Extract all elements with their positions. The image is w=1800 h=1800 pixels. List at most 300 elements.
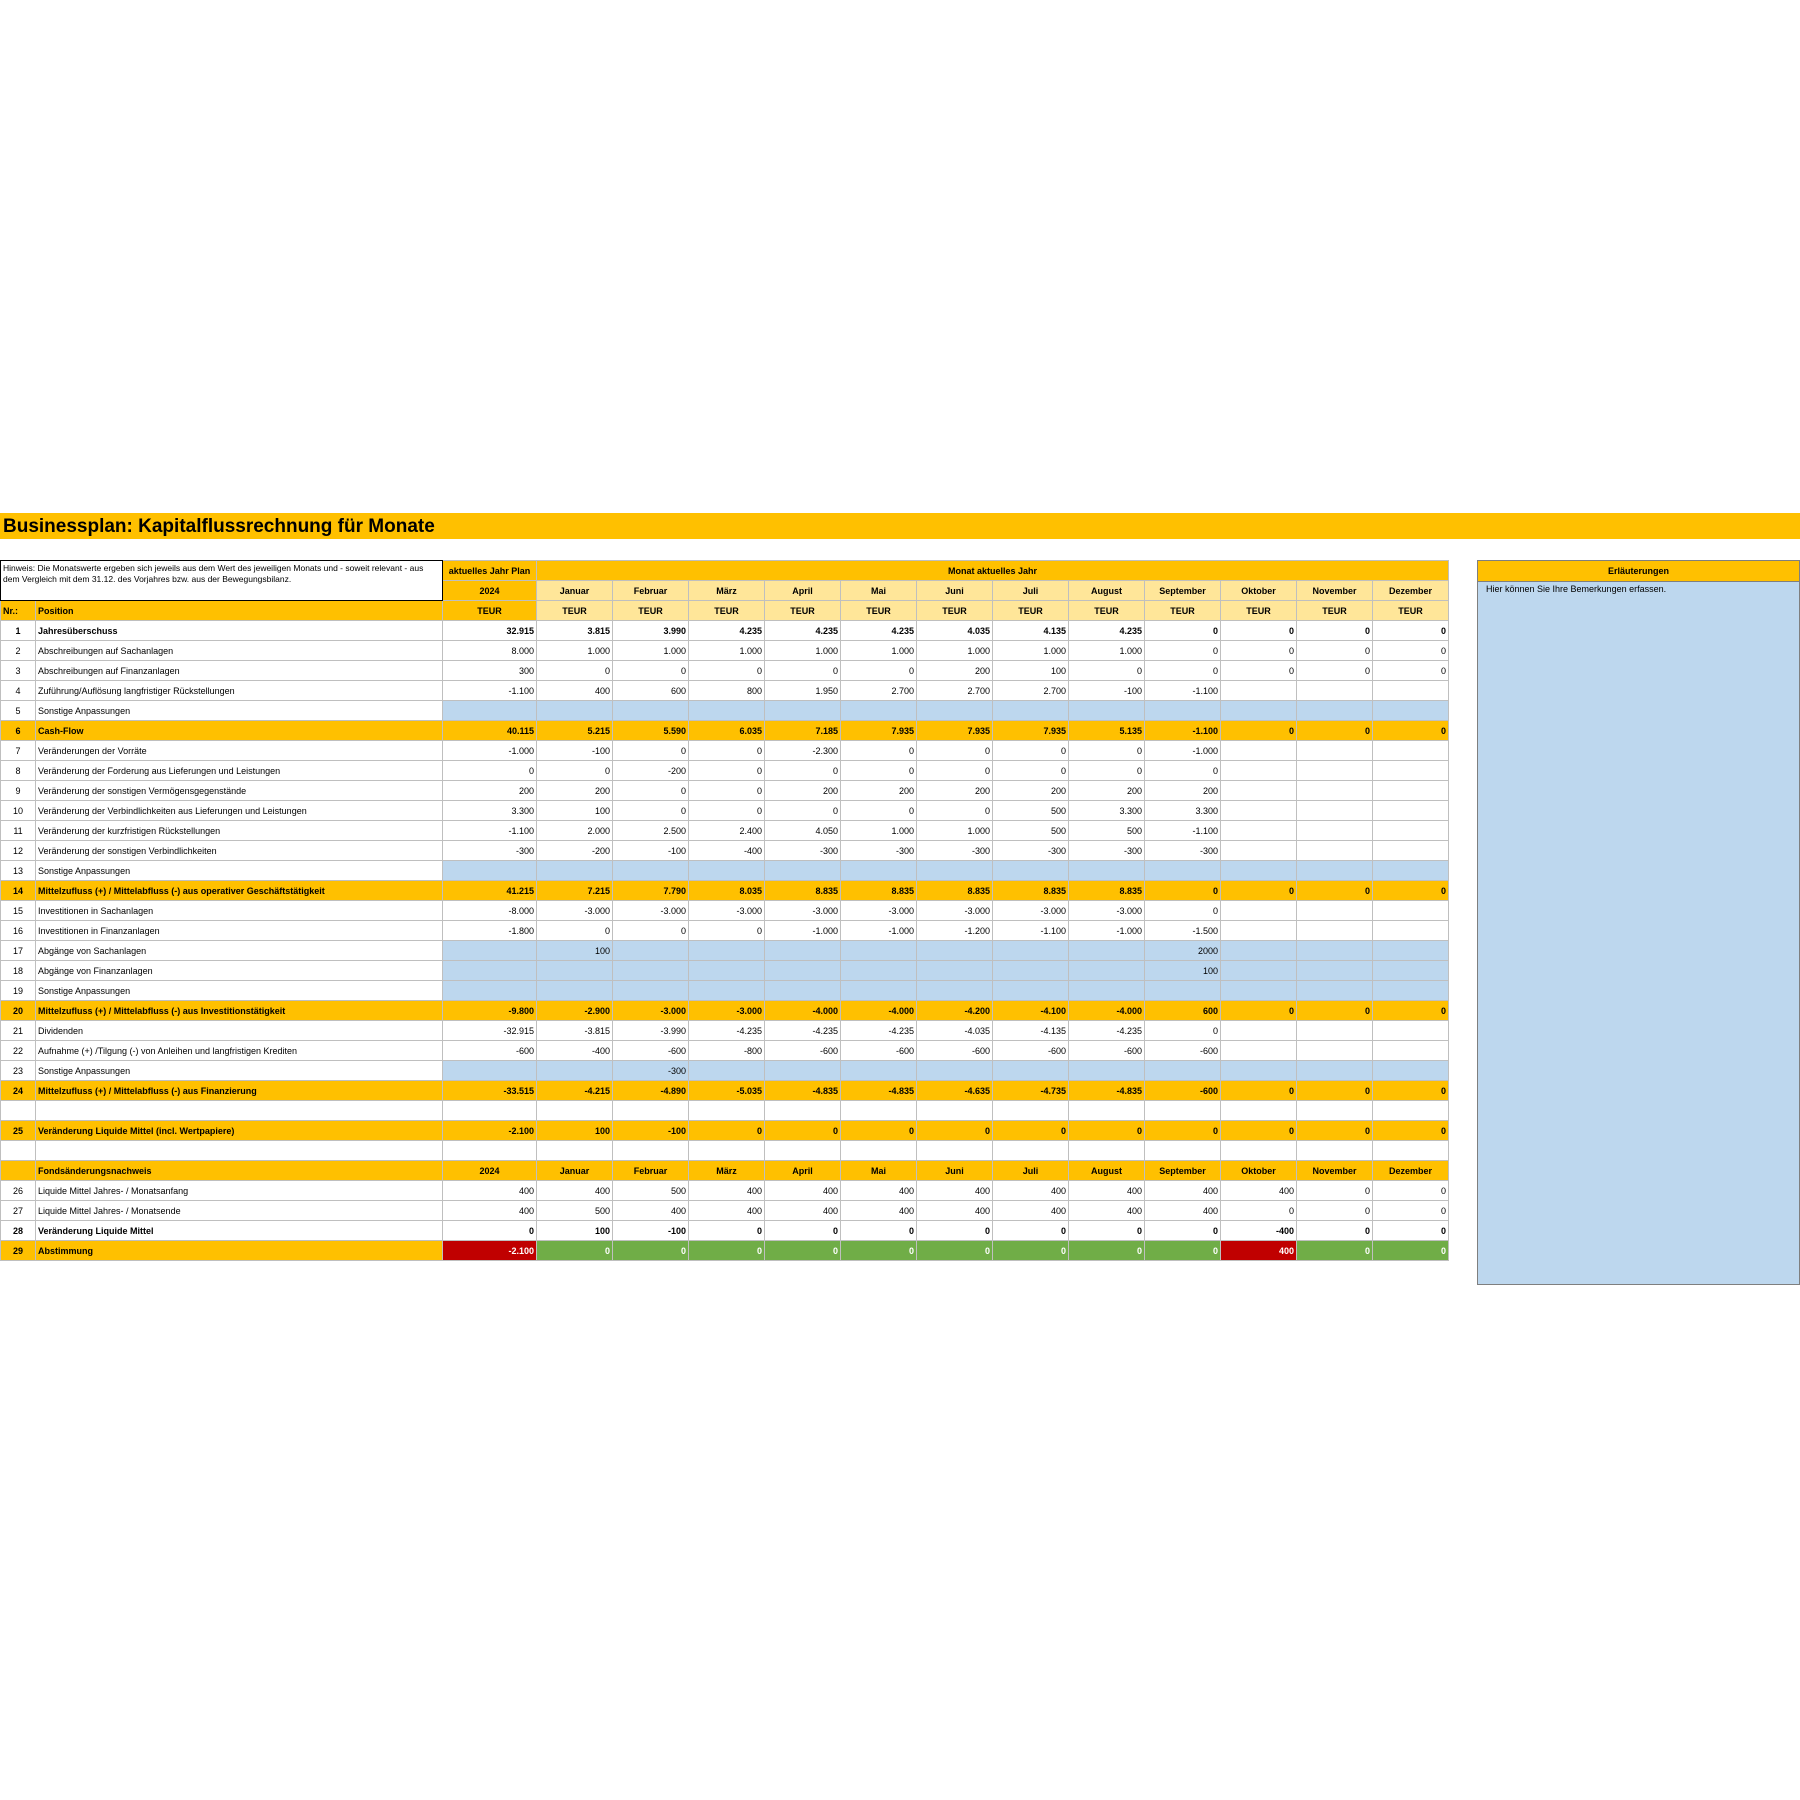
month-value-cell bbox=[1297, 901, 1373, 921]
month-value-cell: 8.835 bbox=[765, 881, 841, 901]
fonds-month-header: Februar bbox=[613, 1161, 689, 1181]
plan-value-cell: 40.115 bbox=[443, 721, 537, 741]
fonds-month-header: Juni bbox=[917, 1161, 993, 1181]
month-value-cell: -3.000 bbox=[917, 901, 993, 921]
month-value-cell: 200 bbox=[765, 781, 841, 801]
month-value-cell: 0 bbox=[1297, 721, 1373, 741]
month-value-cell[interactable] bbox=[917, 1061, 993, 1081]
row-number: 3 bbox=[1, 661, 36, 681]
notes-text[interactable]: Hier können Sie Ihre Bemerkungen erfassen. bbox=[1486, 584, 1667, 594]
month-value-cell: -4.100 bbox=[993, 1001, 1069, 1021]
month-value-cell[interactable] bbox=[689, 981, 765, 1001]
table-row bbox=[1, 1181, 1449, 1201]
month-value-cell[interactable] bbox=[765, 861, 841, 881]
plan-value-cell bbox=[443, 1141, 537, 1161]
month-value-cell: -600 bbox=[613, 1041, 689, 1061]
month-value-cell: -3.000 bbox=[1069, 901, 1145, 921]
plan-value-cell[interactable] bbox=[443, 941, 537, 961]
month-value-cell[interactable] bbox=[689, 701, 765, 721]
month-value-cell[interactable]: -300 bbox=[613, 1061, 689, 1081]
row-label: Mittelzufluss (+) / Mittelabfluss (-) aus Investitionstätigkeit bbox=[36, 1001, 443, 1021]
month-value-cell: 0 bbox=[1069, 661, 1145, 681]
month-value-cell bbox=[1297, 1041, 1373, 1061]
month-value-cell: 8.035 bbox=[689, 881, 765, 901]
month-value-cell bbox=[1145, 1101, 1221, 1121]
month-value-cell: 0 bbox=[765, 761, 841, 781]
plan-value-cell: 3.300 bbox=[443, 801, 537, 821]
month-value-cell: -1.100 bbox=[1145, 681, 1221, 701]
row-number: 26 bbox=[1, 1181, 36, 1201]
month-value-cell: 0 bbox=[1297, 881, 1373, 901]
month-value-cell[interactable] bbox=[1145, 1061, 1221, 1081]
row-label bbox=[36, 1101, 443, 1121]
month-value-cell: 1.000 bbox=[917, 641, 993, 661]
month-value-cell[interactable] bbox=[841, 1061, 917, 1081]
month-value-cell bbox=[1373, 741, 1449, 761]
month-value-cell: 4.235 bbox=[765, 621, 841, 641]
month-value-cell: -3.000 bbox=[841, 901, 917, 921]
month-value-cell[interactable] bbox=[1145, 981, 1221, 1001]
month-value-cell[interactable] bbox=[1297, 701, 1373, 721]
month-value-cell: 0 bbox=[689, 1241, 765, 1261]
month-value-cell[interactable] bbox=[917, 861, 993, 881]
month-value-cell: 3.990 bbox=[613, 621, 689, 641]
month-value-cell[interactable] bbox=[1069, 961, 1145, 981]
header-row-1 bbox=[1, 561, 1449, 581]
month-value-cell[interactable] bbox=[1373, 981, 1449, 1001]
month-value-cell: 7.935 bbox=[993, 721, 1069, 741]
month-value-cell: -600 bbox=[1145, 1081, 1221, 1101]
month-value-cell: 0 bbox=[1069, 741, 1145, 761]
month-value-cell bbox=[1373, 841, 1449, 861]
row-label: Cash-Flow bbox=[36, 721, 443, 741]
month-value-cell[interactable] bbox=[537, 861, 613, 881]
month-header-3: März bbox=[689, 581, 765, 601]
month-value-cell: 400 bbox=[1221, 1181, 1297, 1201]
month-value-cell[interactable] bbox=[1069, 941, 1145, 961]
plan-value-cell: -8.000 bbox=[443, 901, 537, 921]
month-value-cell: 200 bbox=[993, 781, 1069, 801]
row-label: Abstimmung bbox=[36, 1241, 443, 1261]
table-row bbox=[1, 781, 1449, 801]
plan-value-cell[interactable] bbox=[443, 961, 537, 981]
month-value-cell: 0 bbox=[1297, 661, 1373, 681]
month-value-cell[interactable] bbox=[537, 981, 613, 1001]
sheet-title: Businessplan: Kapitalflussrechnung für Monate bbox=[3, 516, 435, 537]
plan-value-cell: 0 bbox=[443, 761, 537, 781]
month-value-cell: 0 bbox=[1221, 881, 1297, 901]
month-value-cell: 600 bbox=[1145, 1001, 1221, 1021]
month-value-cell bbox=[689, 1101, 765, 1121]
row-label: Dividenden bbox=[36, 1021, 443, 1041]
month-value-cell: 3.300 bbox=[1069, 801, 1145, 821]
month-value-cell[interactable] bbox=[993, 861, 1069, 881]
plan-value-cell: -1.000 bbox=[443, 741, 537, 761]
month-value-cell bbox=[1373, 801, 1449, 821]
table-row bbox=[1, 801, 1449, 821]
month-value-cell: 0 bbox=[1221, 1001, 1297, 1021]
table-row bbox=[1, 1221, 1449, 1241]
month-value-cell[interactable] bbox=[1221, 1061, 1297, 1081]
month-value-cell[interactable] bbox=[1373, 961, 1449, 981]
month-value-cell bbox=[1297, 741, 1373, 761]
month-value-cell: -4.835 bbox=[1069, 1081, 1145, 1101]
notes-title: Erläuterungen bbox=[1478, 561, 1799, 582]
row-number: 25 bbox=[1, 1121, 36, 1141]
month-value-cell[interactable] bbox=[613, 981, 689, 1001]
row-number: 9 bbox=[1, 781, 36, 801]
month-value-cell[interactable] bbox=[537, 1061, 613, 1081]
year-cell: 2024 bbox=[443, 581, 537, 601]
month-value-cell[interactable] bbox=[1069, 701, 1145, 721]
row-label: Veränderung der Verbindlichkeiten aus Lieferungen und Leistungen bbox=[36, 801, 443, 821]
month-value-cell[interactable] bbox=[613, 961, 689, 981]
month-value-cell: 0 bbox=[1145, 1121, 1221, 1141]
table-row bbox=[1, 1041, 1449, 1061]
month-value-cell: 400 bbox=[993, 1201, 1069, 1221]
unit-cell: TEUR bbox=[1373, 601, 1449, 621]
spacer-row bbox=[1, 1101, 1449, 1121]
month-value-cell bbox=[1221, 841, 1297, 861]
month-value-cell bbox=[841, 1141, 917, 1161]
month-value-cell bbox=[1373, 1021, 1449, 1041]
month-value-cell bbox=[1221, 1021, 1297, 1041]
month-value-cell: -4.235 bbox=[841, 1021, 917, 1041]
month-value-cell: -300 bbox=[765, 841, 841, 861]
month-value-cell[interactable] bbox=[993, 941, 1069, 961]
month-value-cell[interactable] bbox=[841, 981, 917, 1001]
month-value-cell: -600 bbox=[917, 1041, 993, 1061]
table-row bbox=[1, 961, 1449, 981]
month-value-cell: 4.235 bbox=[841, 621, 917, 641]
month-value-cell[interactable] bbox=[1069, 981, 1145, 1001]
plan-value-cell[interactable] bbox=[443, 981, 537, 1001]
unit-cell: TEUR bbox=[443, 601, 537, 621]
month-value-cell[interactable]: 100 bbox=[1145, 961, 1221, 981]
row-number: 22 bbox=[1, 1041, 36, 1061]
month-value-cell[interactable] bbox=[1297, 1061, 1373, 1081]
month-value-cell: 0 bbox=[689, 921, 765, 941]
month-value-cell[interactable] bbox=[993, 961, 1069, 981]
month-value-cell: -100 bbox=[613, 841, 689, 861]
month-value-cell[interactable] bbox=[613, 861, 689, 881]
month-value-cell[interactable] bbox=[1373, 941, 1449, 961]
month-value-cell: 0 bbox=[1373, 661, 1449, 681]
month-value-cell[interactable] bbox=[917, 701, 993, 721]
plan-value-cell: 400 bbox=[443, 1201, 537, 1221]
month-value-cell[interactable] bbox=[689, 961, 765, 981]
fonds-month-header: Juli bbox=[993, 1161, 1069, 1181]
month-value-cell[interactable] bbox=[917, 961, 993, 981]
month-value-cell bbox=[1297, 801, 1373, 821]
month-value-cell bbox=[1069, 1101, 1145, 1121]
plan-value-cell bbox=[443, 1101, 537, 1121]
month-value-cell bbox=[1297, 1021, 1373, 1041]
month-value-cell: 400 bbox=[765, 1201, 841, 1221]
month-value-cell: 0 bbox=[993, 1121, 1069, 1141]
month-value-cell: -100 bbox=[537, 741, 613, 761]
row-label: Veränderung der sonstigen Verbindlichkeiten bbox=[36, 841, 443, 861]
month-value-cell: 0 bbox=[1221, 1201, 1297, 1221]
month-value-cell[interactable] bbox=[765, 1061, 841, 1081]
row-number: 8 bbox=[1, 761, 36, 781]
month-value-cell: 0 bbox=[1069, 1241, 1145, 1261]
table-row bbox=[1, 721, 1449, 741]
month-value-cell[interactable] bbox=[537, 961, 613, 981]
month-value-cell[interactable] bbox=[993, 1061, 1069, 1081]
month-value-cell: 400 bbox=[917, 1201, 993, 1221]
month-value-cell: 5.590 bbox=[613, 721, 689, 741]
month-value-cell[interactable] bbox=[1069, 1061, 1145, 1081]
month-value-cell: 3.815 bbox=[537, 621, 613, 641]
month-value-cell[interactable] bbox=[841, 941, 917, 961]
month-value-cell: 1.000 bbox=[917, 821, 993, 841]
month-value-cell[interactable] bbox=[1373, 701, 1449, 721]
month-value-cell: 0 bbox=[1373, 1221, 1449, 1241]
table-row bbox=[1, 841, 1449, 861]
month-value-cell: 0 bbox=[917, 1221, 993, 1241]
month-value-cell bbox=[689, 1141, 765, 1161]
month-value-cell[interactable] bbox=[765, 981, 841, 1001]
plan-value-cell: -1.800 bbox=[443, 921, 537, 941]
month-value-cell: 0 bbox=[613, 741, 689, 761]
month-value-cell[interactable] bbox=[1145, 861, 1221, 881]
month-value-cell bbox=[1297, 761, 1373, 781]
month-value-cell: 0 bbox=[537, 661, 613, 681]
month-value-cell[interactable] bbox=[613, 941, 689, 961]
month-value-cell[interactable] bbox=[841, 861, 917, 881]
month-value-cell[interactable] bbox=[689, 941, 765, 961]
month-value-cell: -300 bbox=[1145, 841, 1221, 861]
month-value-cell: 0 bbox=[841, 1241, 917, 1261]
plan-value-cell: -9.800 bbox=[443, 1001, 537, 1021]
month-value-cell: 0 bbox=[1145, 621, 1221, 641]
month-value-cell[interactable] bbox=[689, 861, 765, 881]
table-row bbox=[1, 1001, 1449, 1021]
month-value-cell[interactable] bbox=[993, 981, 1069, 1001]
month-value-cell: 400 bbox=[841, 1201, 917, 1221]
month-value-cell[interactable] bbox=[537, 701, 613, 721]
row-label: Investitionen in Sachanlagen bbox=[36, 901, 443, 921]
month-value-cell: 0 bbox=[1373, 1001, 1449, 1021]
row-label: Veränderung Liquide Mittel (incl. Wertpapiere) bbox=[36, 1121, 443, 1141]
month-value-cell[interactable] bbox=[765, 961, 841, 981]
notes-panel[interactable] bbox=[1477, 560, 1800, 1285]
month-value-cell[interactable] bbox=[1221, 961, 1297, 981]
plan-value-cell: -300 bbox=[443, 841, 537, 861]
month-value-cell: 4.235 bbox=[1069, 621, 1145, 641]
row-label: Veränderung Liquide Mittel bbox=[36, 1221, 443, 1241]
month-value-cell bbox=[1221, 681, 1297, 701]
plan-value-cell: -2.100 bbox=[443, 1241, 537, 1261]
row-number: 2 bbox=[1, 641, 36, 661]
month-value-cell: -4.000 bbox=[841, 1001, 917, 1021]
month-value-cell[interactable] bbox=[1373, 861, 1449, 881]
month-value-cell[interactable] bbox=[1297, 941, 1373, 961]
month-value-cell: -300 bbox=[841, 841, 917, 861]
month-value-cell[interactable] bbox=[1373, 1061, 1449, 1081]
month-value-cell[interactable] bbox=[765, 701, 841, 721]
month-value-cell: 0 bbox=[1221, 641, 1297, 661]
row-label: Aufnahme (+) /Tilgung (-) von Anleihen und langfristigen Krediten bbox=[36, 1041, 443, 1061]
plan-value-cell[interactable] bbox=[443, 861, 537, 881]
unit-cell: TEUR bbox=[613, 601, 689, 621]
month-value-cell[interactable] bbox=[1297, 961, 1373, 981]
month-value-cell: 0 bbox=[1069, 1221, 1145, 1241]
row-label: Veränderung der sonstigen Vermögensgegenstände bbox=[36, 781, 443, 801]
month-value-cell: 0 bbox=[1145, 881, 1221, 901]
month-value-cell: 6.035 bbox=[689, 721, 765, 741]
row-number bbox=[1, 1101, 36, 1121]
month-value-cell bbox=[1221, 761, 1297, 781]
month-value-cell: 0 bbox=[1297, 1081, 1373, 1101]
month-value-cell[interactable] bbox=[1069, 861, 1145, 881]
table-row bbox=[1, 881, 1449, 901]
unit-cell: TEUR bbox=[537, 601, 613, 621]
month-value-cell: -1.000 bbox=[1069, 921, 1145, 941]
row-label: Mittelzufluss (+) / Mittelabfluss (-) aus operativer Geschäftstätigkeit bbox=[36, 881, 443, 901]
month-value-cell: 400 bbox=[841, 1181, 917, 1201]
month-value-cell: 0 bbox=[841, 661, 917, 681]
month-value-cell[interactable] bbox=[841, 701, 917, 721]
month-value-cell: 0 bbox=[841, 1121, 917, 1141]
row-number: 5 bbox=[1, 701, 36, 721]
month-header-1: Januar bbox=[537, 581, 613, 601]
month-value-cell: -1.500 bbox=[1145, 921, 1221, 941]
month-value-cell[interactable] bbox=[1297, 981, 1373, 1001]
fonds-month-header: März bbox=[689, 1161, 765, 1181]
table-row bbox=[1, 901, 1449, 921]
month-value-cell: 600 bbox=[613, 681, 689, 701]
month-value-cell: -3.000 bbox=[993, 901, 1069, 921]
plan-value-cell[interactable] bbox=[443, 1061, 537, 1081]
month-header-9: September bbox=[1145, 581, 1221, 601]
plan-value-cell: 41.215 bbox=[443, 881, 537, 901]
month-value-cell: 0 bbox=[1221, 1121, 1297, 1141]
table-row bbox=[1, 941, 1449, 961]
month-value-cell: 0 bbox=[1145, 901, 1221, 921]
month-value-cell: 400 bbox=[917, 1181, 993, 1201]
row-label: Sonstige Anpassungen bbox=[36, 981, 443, 1001]
month-value-cell bbox=[1221, 821, 1297, 841]
month-value-cell: -100 bbox=[613, 1121, 689, 1141]
row-number: 14 bbox=[1, 881, 36, 901]
row-label: Abschreibungen auf Sachanlagen bbox=[36, 641, 443, 661]
month-value-cell[interactable] bbox=[1297, 861, 1373, 881]
month-value-cell: -3.000 bbox=[765, 901, 841, 921]
month-value-cell: 2.700 bbox=[917, 681, 993, 701]
month-value-cell: 200 bbox=[1069, 781, 1145, 801]
month-value-cell: -3.000 bbox=[613, 901, 689, 921]
month-value-cell: -200 bbox=[537, 841, 613, 861]
fonds-label: Fondsänderungsnachweis bbox=[36, 1161, 443, 1181]
month-value-cell: 0 bbox=[1373, 1201, 1449, 1221]
months-header: Monat aktuelles Jahr bbox=[537, 561, 1449, 581]
month-value-cell[interactable] bbox=[689, 1061, 765, 1081]
month-value-cell bbox=[1221, 1101, 1297, 1121]
row-number: 17 bbox=[1, 941, 36, 961]
month-value-cell[interactable] bbox=[1221, 701, 1297, 721]
month-value-cell[interactable] bbox=[765, 941, 841, 961]
row-label: Abgänge von Sachanlagen bbox=[36, 941, 443, 961]
month-value-cell bbox=[1373, 821, 1449, 841]
month-value-cell[interactable] bbox=[1145, 701, 1221, 721]
month-value-cell: 4.235 bbox=[689, 621, 765, 641]
month-value-cell[interactable]: 100 bbox=[537, 941, 613, 961]
month-value-cell[interactable] bbox=[1221, 981, 1297, 1001]
month-value-cell: -4.000 bbox=[765, 1001, 841, 1021]
month-value-cell bbox=[1373, 921, 1449, 941]
month-value-cell: 0 bbox=[537, 921, 613, 941]
month-value-cell: 1.950 bbox=[765, 681, 841, 701]
month-value-cell: 1.000 bbox=[841, 821, 917, 841]
month-value-cell: -1.100 bbox=[1145, 721, 1221, 741]
month-value-cell: 4.135 bbox=[993, 621, 1069, 641]
fonds-month-header: Oktober bbox=[1221, 1161, 1297, 1181]
unit-cell: TEUR bbox=[917, 601, 993, 621]
month-value-cell: -3.000 bbox=[613, 1001, 689, 1021]
month-value-cell bbox=[537, 1101, 613, 1121]
month-value-cell: -600 bbox=[841, 1041, 917, 1061]
month-value-cell: 0 bbox=[1145, 661, 1221, 681]
table-row bbox=[1, 761, 1449, 781]
month-value-cell[interactable] bbox=[993, 701, 1069, 721]
fonds-month-header: Mai bbox=[841, 1161, 917, 1181]
month-value-cell[interactable]: 2000 bbox=[1145, 941, 1221, 961]
month-value-cell: 0 bbox=[1221, 621, 1297, 641]
month-header-6: Juni bbox=[917, 581, 993, 601]
fonds-month-header: Dezember bbox=[1373, 1161, 1449, 1181]
month-value-cell: 500 bbox=[1069, 821, 1145, 841]
fonds-month-header: November bbox=[1297, 1161, 1373, 1181]
month-value-cell: 0 bbox=[537, 1241, 613, 1261]
plan-value-cell[interactable] bbox=[443, 701, 537, 721]
month-value-cell: 8.835 bbox=[841, 881, 917, 901]
cashflow-table-container bbox=[0, 560, 1449, 1261]
month-value-cell[interactable] bbox=[1221, 861, 1297, 881]
month-value-cell: 400 bbox=[613, 1201, 689, 1221]
month-value-cell: -100 bbox=[1069, 681, 1145, 701]
month-value-cell: -4.235 bbox=[765, 1021, 841, 1041]
table-row bbox=[1, 641, 1449, 661]
month-value-cell: -4.235 bbox=[1069, 1021, 1145, 1041]
month-value-cell bbox=[765, 1141, 841, 1161]
month-value-cell: 0 bbox=[917, 741, 993, 761]
month-value-cell: 4.050 bbox=[765, 821, 841, 841]
row-label: Mittelzufluss (+) / Mittelabfluss (-) aus Finanzierung bbox=[36, 1081, 443, 1101]
table-row bbox=[1, 1081, 1449, 1101]
month-header-7: Juli bbox=[993, 581, 1069, 601]
month-value-cell[interactable] bbox=[917, 981, 993, 1001]
month-value-cell: 100 bbox=[537, 1221, 613, 1241]
month-value-cell: -1.200 bbox=[917, 921, 993, 941]
row-number: 19 bbox=[1, 981, 36, 1001]
month-value-cell: -1.100 bbox=[993, 921, 1069, 941]
row-number: 13 bbox=[1, 861, 36, 881]
month-value-cell bbox=[993, 1141, 1069, 1161]
month-value-cell[interactable] bbox=[917, 941, 993, 961]
month-value-cell[interactable] bbox=[613, 701, 689, 721]
month-value-cell[interactable] bbox=[841, 961, 917, 981]
month-value-cell[interactable] bbox=[1221, 941, 1297, 961]
month-header-11: November bbox=[1297, 581, 1373, 601]
month-value-cell bbox=[765, 1101, 841, 1121]
month-value-cell: 0 bbox=[841, 741, 917, 761]
month-value-cell: 1.000 bbox=[993, 641, 1069, 661]
month-value-cell: -4.635 bbox=[917, 1081, 993, 1101]
month-value-cell bbox=[1373, 1141, 1449, 1161]
month-value-cell: 0 bbox=[917, 761, 993, 781]
